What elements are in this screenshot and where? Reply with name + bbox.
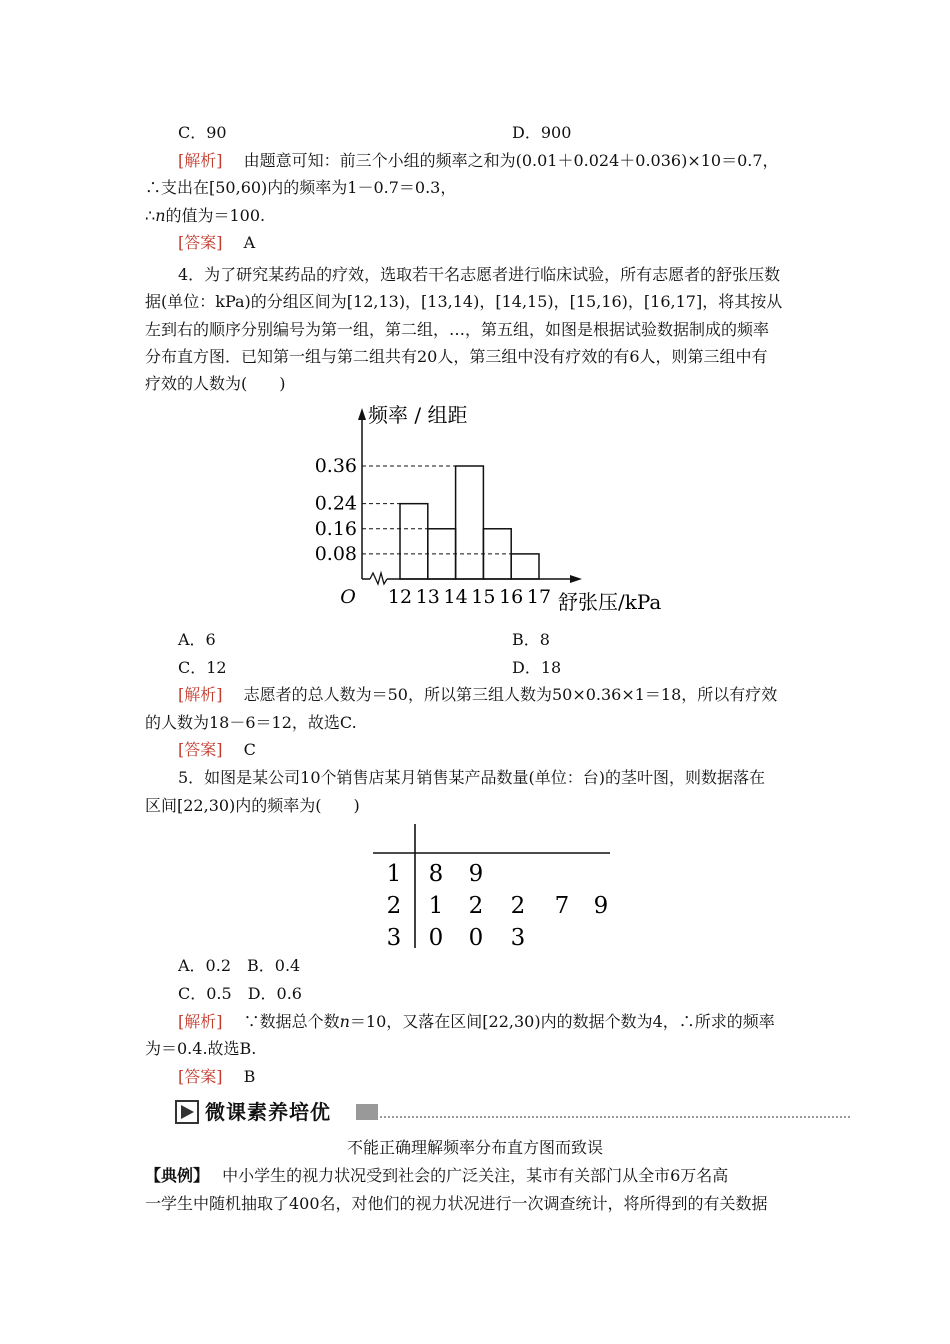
y-tick-label: 0.08: [314, 542, 357, 565]
q4-analysis-line-1: [178, 684, 777, 706]
histogram-axes: [358, 408, 582, 584]
q5-analysis-text-1a: ∵数据总个数: [243, 1012, 340, 1031]
x-tick-label: 17: [526, 586, 552, 608]
q3-answer-line: [178, 232, 255, 254]
q5-stem-line-1: 5．如图是某公司10个销售店某月销售某产品数量(单位：台)的茎叶图，则数据落在: [178, 768, 766, 787]
leaf-value: 2: [468, 893, 484, 919]
q4-analysis-line-2: 的人数为18－6＝12，故选C.: [145, 713, 357, 732]
origin-label: O: [340, 586, 356, 608]
y-tick-label: 0.24: [314, 492, 357, 515]
leaf-value: 0: [428, 925, 444, 950]
q5-answer-line: [178, 1066, 255, 1088]
play-arrow-icon: [175, 1100, 199, 1124]
q3-option-c: C．90: [178, 123, 227, 142]
example-line-2: 一学生中随机抽取了400名，对他们的视力状况进行一次调查统计，将所得到的有关数据: [145, 1194, 768, 1213]
q3-analysis-line-1: [178, 150, 779, 172]
y-tick-label: 0.36: [314, 455, 357, 477]
stem-value: 1: [386, 861, 402, 887]
q5-analysis-line-1: [178, 1011, 775, 1033]
leaf-value: 2: [510, 893, 526, 919]
y-tick-label: 0.16: [314, 517, 357, 540]
x-axis-label: 舒张压/kPa: [558, 590, 662, 614]
section-subtitle: 不能正确理解频率分布直方图而致误: [346, 1138, 603, 1157]
axis-break-mark: [370, 573, 387, 584]
q4-answer-line: [178, 739, 256, 761]
analysis-tag: [解析]: [178, 685, 223, 704]
x-tick-label: 12: [387, 586, 413, 608]
variable-n: n: [155, 206, 166, 225]
histogram-bars: [400, 466, 539, 579]
section-banner: [175, 1098, 850, 1128]
q5-options-line-1: A．0.2 B．0.4: [178, 956, 301, 975]
section-dotted-rule: [380, 1116, 850, 1118]
leaf-value: 1: [428, 893, 444, 919]
q3-answer: A: [243, 233, 256, 252]
q5-answer: B: [243, 1067, 256, 1086]
q4-answer: C: [243, 740, 256, 759]
analysis-tag: [解析]: [178, 151, 223, 170]
y-axis-arrow: [358, 408, 366, 420]
q5-stem-line-2: 区间[22,30)内的频率为( ): [145, 796, 360, 815]
x-tick-label: 16: [499, 586, 524, 608]
q4-stem-line-3: 左到右的顺序分别编号为第一组，第二组，…，第五组，如图是根据试验数据制成的频率: [145, 320, 770, 339]
frequency-histogram: [300, 398, 680, 620]
example-line-1: [145, 1165, 728, 1187]
leaf-value: 8: [428, 861, 444, 887]
q3-option-d: D．900: [512, 123, 572, 142]
stem-value: 3: [386, 925, 402, 950]
variable-n: n: [339, 1012, 350, 1031]
section-title: 微课素养培优: [205, 1100, 331, 1124]
q5-analysis-line-2: 为＝0.4.故选B.: [145, 1039, 257, 1058]
q4-stem-line-2: 据(单位：kPa)的分组区间为[12,13)，[13,14)，[14,15)，[15,16)，[16,17]，将其按从: [145, 292, 783, 311]
leaf-value: 0: [468, 925, 484, 950]
x-tick-label: 14: [443, 586, 468, 608]
leaf-value: 3: [510, 925, 526, 950]
histogram-bar: [511, 554, 539, 579]
leaf-value: 9: [468, 861, 484, 887]
leaf-value: 7: [554, 893, 570, 919]
histogram-labels: [315, 403, 662, 614]
q5-analysis-text-1b: ＝10，又落在区间[22,30)内的数据个数为4，∴所求的频率: [349, 1012, 775, 1031]
example-tag: 【典例】: [145, 1166, 202, 1185]
therefore-symbol: ∴: [145, 206, 156, 225]
q4-option-d: D．18: [512, 658, 562, 677]
analysis-tag: [解析]: [178, 1012, 223, 1031]
q4-option-b: B．8: [512, 630, 550, 649]
answer-tag: [答案]: [178, 1067, 223, 1086]
q4-option-c: C．12: [178, 658, 227, 677]
answer-tag: [答案]: [178, 233, 223, 252]
example-text-1: 中小学生的视力状况受到社会的广泛关注，某市有关部门从全市6万名高: [222, 1166, 729, 1185]
q3-analysis-text-1: 由题意可知：前三个小组的频率之和为(0.01＋0.024＋0.036)×10＝0.7，: [243, 151, 779, 170]
q3-analysis-text-3: 的值为＝100.: [165, 206, 266, 225]
stem-value: 2: [386, 893, 402, 919]
section-title-block: [356, 1104, 378, 1120]
q4-stem-line-1: 4．为了研究某药品的疗效，选取若干名志愿者进行临床试验，所有志愿者的舒张压数: [178, 265, 781, 284]
q4-analysis-text-1: 志愿者的总人数为＝50，所以第三组人数为50×0.36×1＝18，所以有疗效: [243, 685, 778, 704]
q4-stem-line-4: 分布直方图．已知第一组与第二组共有20人，第三组中没有疗效的有6人，则第三组中有: [145, 347, 768, 366]
x-tick-label: 13: [415, 586, 440, 608]
x-axis-arrow: [570, 575, 582, 583]
answer-tag: [答案]: [178, 740, 223, 759]
y-axis-label: 频率 / 组距: [368, 403, 468, 427]
histogram-bar: [400, 504, 428, 579]
q3-analysis-line-2: ∴支出在[50,60)内的频率为1－0.7＝0.3，: [145, 178, 457, 197]
x-tick-label: 15: [471, 586, 496, 608]
q4-option-a: A．6: [178, 630, 216, 649]
leaf-value: 9: [593, 893, 609, 919]
q4-stem-line-5: 疗效的人数为( ): [145, 374, 286, 393]
stem-leaf-plot: [365, 820, 620, 950]
histogram-bar: [456, 466, 484, 579]
q5-options-line-2: C．0.5 D．0.6: [178, 984, 302, 1003]
q3-analysis-line-3: [145, 205, 265, 227]
